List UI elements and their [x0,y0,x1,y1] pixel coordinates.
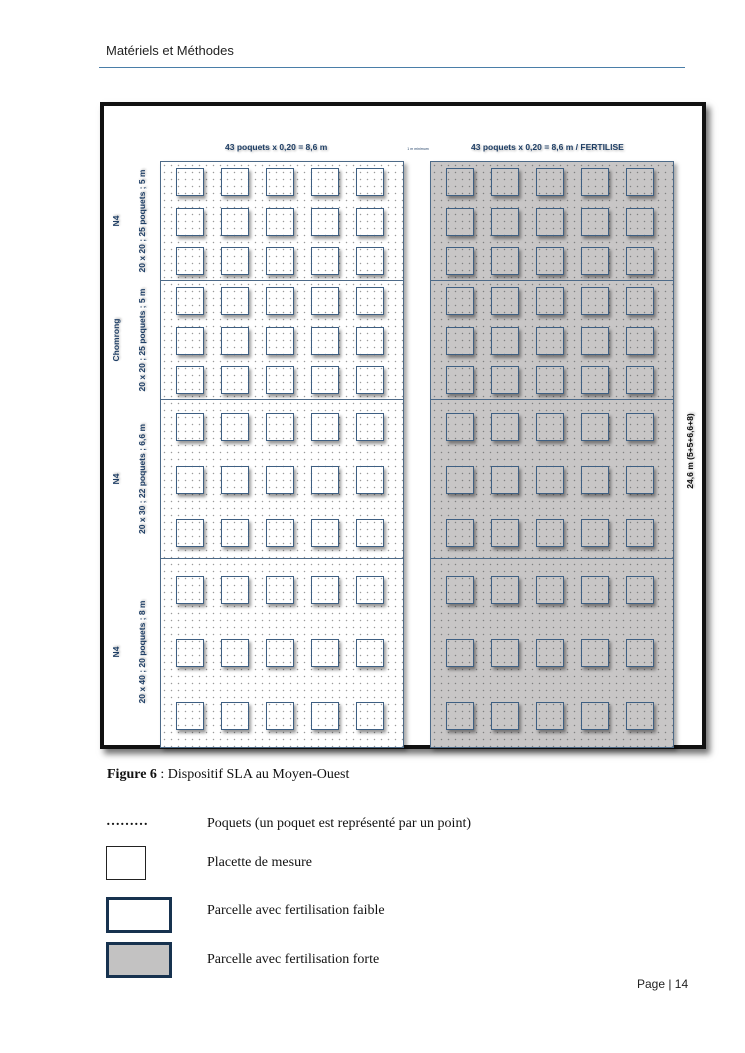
placette [446,519,474,547]
placette [626,466,654,494]
placette [311,327,339,355]
placette [311,208,339,236]
placette [446,327,474,355]
placette [311,413,339,441]
placette [446,247,474,275]
placette [266,287,294,315]
placette [266,466,294,494]
placette [491,466,519,494]
placette [266,327,294,355]
placette [266,413,294,441]
placette [581,208,609,236]
gap-label: 1 m minimum [407,147,429,151]
placette [536,287,564,315]
placette [266,366,294,394]
placette [536,327,564,355]
placette [266,639,294,667]
placette [311,702,339,730]
placette [356,287,384,315]
placette [536,639,564,667]
figure-caption-label: Figure 6 [107,767,157,782]
placette [356,208,384,236]
placette [176,702,204,730]
placette [356,366,384,394]
placette [311,247,339,275]
placette [626,413,654,441]
placette [446,287,474,315]
placette [176,466,204,494]
placette [536,702,564,730]
placette [176,287,204,315]
placette [536,208,564,236]
plot-block [431,400,673,559]
placette [446,168,474,196]
legend-text-high: Parcelle avec fertilisation forte [207,952,380,967]
placette [221,639,249,667]
figure-caption-text: : Dispositif SLA au Moyen-Ouest [156,767,350,782]
placette [311,466,339,494]
placette [221,327,249,355]
placette [446,208,474,236]
placette [536,576,564,604]
placette [221,519,249,547]
legend-dots-symbol: ……… [106,814,148,829]
plot-block [161,559,403,747]
legend-swatch-high [106,942,172,978]
legend-text-placette: Placette de mesure [207,855,312,870]
placette [176,208,204,236]
placette [536,413,564,441]
placette [266,247,294,275]
placette [626,519,654,547]
placette [356,702,384,730]
placette [491,168,519,196]
placette [491,287,519,315]
plot-block [431,559,673,747]
header-divider [99,67,685,68]
placette [221,208,249,236]
placette [581,702,609,730]
placette [311,519,339,547]
placette [176,327,204,355]
placette [176,576,204,604]
plot-block [161,162,403,281]
legend-text-low: Parcelle avec fertilisation faible [207,903,385,918]
figure-diagram: 43 poquets x 0,20 = 8,6 m 1 m minimum 43 poquets x 0,20 = 8,6 m / FERTILISE 24,6 m (5+5+6,6+8) N4 20 x 20 ; 25 poquets ; 5 m Chomrong 20 x 20 ; 25 poquets ; 5 m N4 20 x 30 ; 22 poquets ; 6,6 m N4 20 x 40 ; 20 poquets ; 8 m [100,102,706,749]
placette [176,168,204,196]
placette [446,413,474,441]
placette [581,576,609,604]
placette [356,466,384,494]
placette [266,208,294,236]
top-label-right: 43 poquets x 0,20 = 8,6 m / FERTILISE [471,142,624,152]
placette [626,208,654,236]
placette [626,327,654,355]
placette [446,576,474,604]
placette [581,466,609,494]
placette [266,576,294,604]
placette [626,247,654,275]
placette [176,366,204,394]
placette [221,576,249,604]
legend-text-poquets: Poquets (un poquet est représenté par un point) [207,816,471,831]
placette [266,702,294,730]
top-label-left: 43 poquets x 0,20 = 8,6 m [225,142,328,152]
placette [356,576,384,604]
placette [581,247,609,275]
plot-block [161,400,403,559]
page-number: Page | 14 [637,977,689,991]
placette [626,702,654,730]
placette [536,466,564,494]
placette [491,208,519,236]
placette [626,287,654,315]
plot-block [431,162,673,281]
placette [581,168,609,196]
placette [491,576,519,604]
plot-block [161,281,403,400]
placette [266,168,294,196]
plot-low-fertilisation [160,161,404,748]
placette [176,247,204,275]
placette [536,366,564,394]
placette [176,639,204,667]
placette [311,576,339,604]
placette [221,287,249,315]
placette [581,366,609,394]
placette [536,247,564,275]
placette [221,702,249,730]
placette [311,168,339,196]
figure-caption [107,767,349,783]
placette [356,639,384,667]
placette [311,366,339,394]
placette [221,366,249,394]
placette [221,413,249,441]
placette [311,287,339,315]
placette [581,639,609,667]
placette [491,413,519,441]
placette [581,519,609,547]
placette [446,639,474,667]
placette [491,247,519,275]
placette [626,366,654,394]
placette [221,168,249,196]
placette [536,168,564,196]
placette [356,413,384,441]
placette [491,702,519,730]
placette [356,247,384,275]
placette [221,466,249,494]
placette [626,168,654,196]
placette [491,366,519,394]
placette [221,247,249,275]
placette [536,519,564,547]
placette [446,702,474,730]
plot-high-fertilisation [430,161,674,748]
placette [356,327,384,355]
placette [176,413,204,441]
page-header-title: Matériels et Méthodes [106,43,234,58]
placette [491,639,519,667]
placette [581,413,609,441]
placette [491,519,519,547]
legend-swatch-placette [106,846,146,880]
placette [446,466,474,494]
placette [626,639,654,667]
placette [446,366,474,394]
plot-block [431,281,673,400]
placette [491,327,519,355]
legend-swatch-low [106,897,172,933]
placette [266,519,294,547]
placette [581,327,609,355]
placette [356,519,384,547]
placette [626,576,654,604]
placette [176,519,204,547]
placette [311,639,339,667]
placette [356,168,384,196]
placette [581,287,609,315]
